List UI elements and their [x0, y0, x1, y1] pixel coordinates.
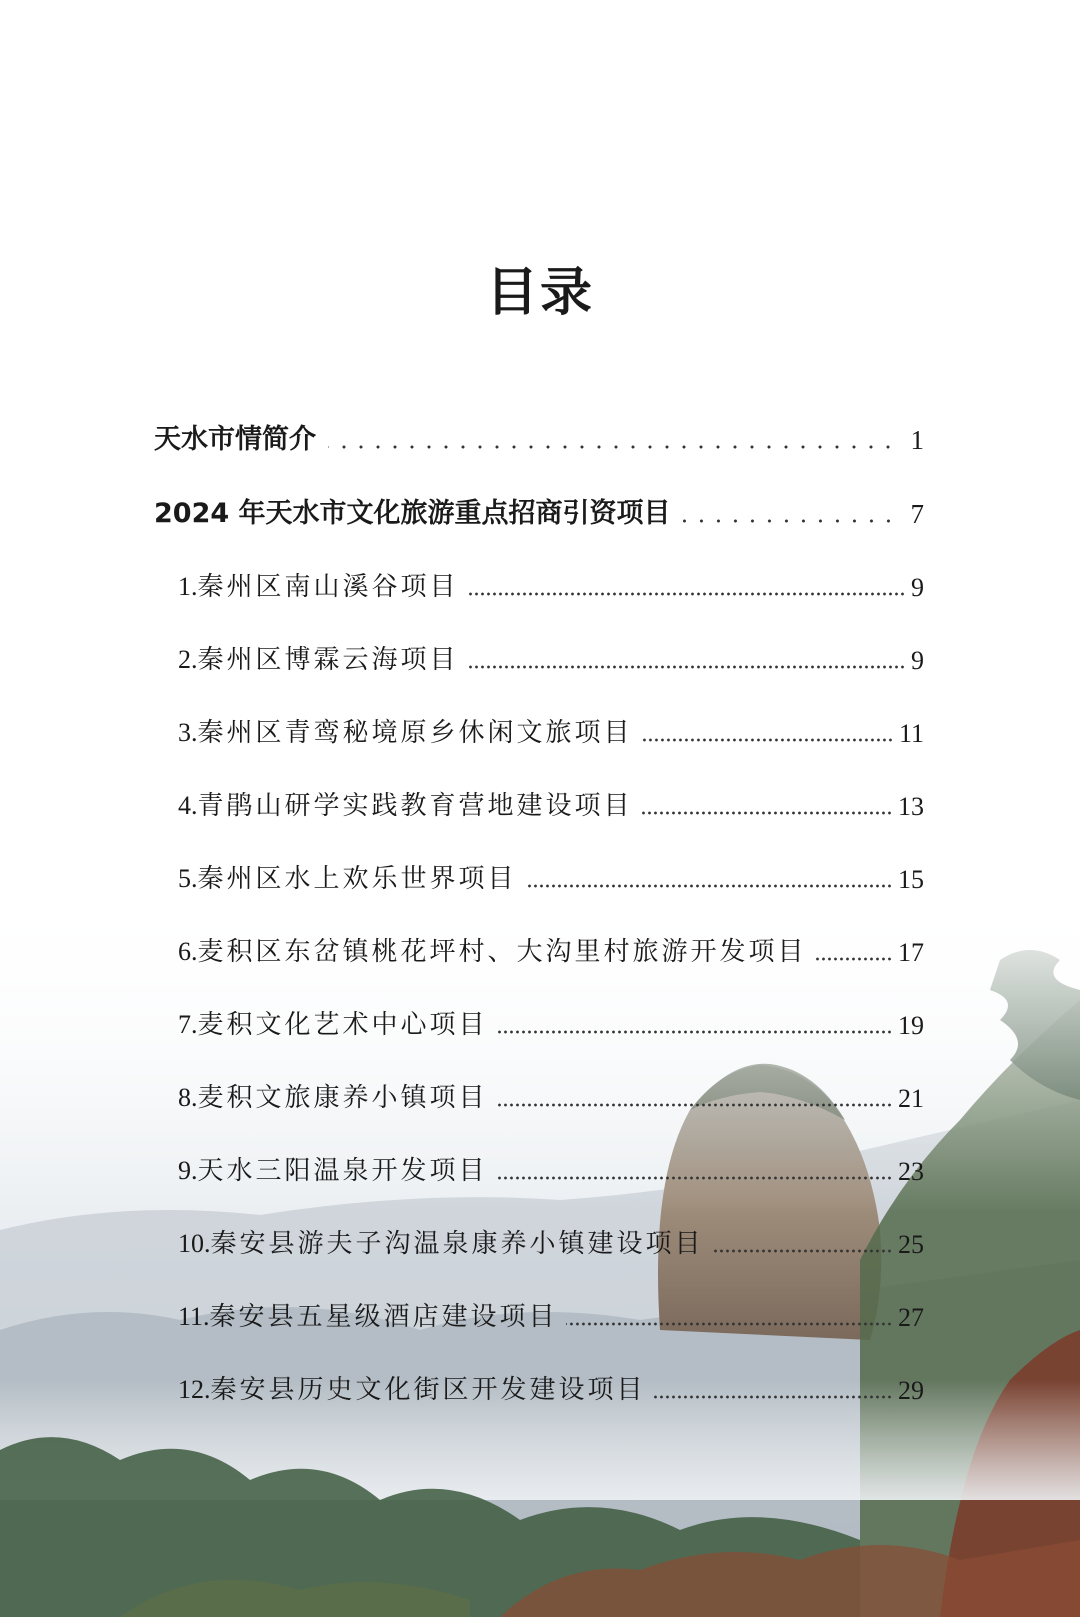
- toc-entry-number: 3.: [178, 718, 198, 747]
- dot-leader: [641, 811, 892, 815]
- toc-entry-label: 秦州区青鸾秘境原乡休闲文旅项目: [197, 718, 633, 748]
- dot-leader: [525, 884, 892, 888]
- toc-entry[interactable]: [154, 490, 924, 530]
- dot-leader: [712, 1249, 892, 1253]
- toc-entry-page: 27: [898, 1303, 924, 1332]
- dot-leader: [654, 1395, 892, 1399]
- toc-entry-page: 7: [910, 499, 924, 529]
- toc-entry[interactable]: [178, 1074, 924, 1114]
- dot-leader: [496, 1176, 892, 1180]
- toc-entry-label: 天水市情简介: [154, 424, 316, 455]
- toc-entry-page: 15: [898, 865, 924, 894]
- dot-leader: [328, 445, 897, 449]
- toc-entry[interactable]: [178, 709, 924, 749]
- toc-entry[interactable]: [178, 1293, 924, 1333]
- dot-leader: [566, 1322, 892, 1326]
- toc-entry[interactable]: [178, 782, 924, 822]
- toc-entry-page: 9: [911, 573, 924, 602]
- dot-leader: [467, 592, 905, 596]
- toc-entry[interactable]: [154, 416, 924, 456]
- toc-entry-label: 2024 年天水市文化旅游重点招商引资项目: [154, 498, 671, 529]
- toc-entry-label: 秦安县五星级酒店建设项目: [209, 1302, 558, 1332]
- toc-entry-number: 11.: [178, 1302, 210, 1331]
- toc-entry[interactable]: [178, 855, 924, 895]
- toc-entry-label: 秦州区博霖云海项目: [197, 645, 459, 675]
- toc-entry-page: 1: [910, 425, 924, 455]
- toc-entry-label: 秦安县历史文化街区开发建设项目: [210, 1375, 646, 1405]
- dot-leader: [496, 1030, 892, 1034]
- toc-entry-label: 天水三阳温泉开发项目: [197, 1156, 488, 1186]
- page-title: 目录: [485, 263, 594, 323]
- toc-entry-page: 9: [911, 646, 924, 675]
- toc-entry-number: 12.: [178, 1375, 211, 1404]
- toc-entry-label: 麦积区东岔镇桃花坪村、大沟里村旅游开发项目: [197, 937, 807, 967]
- toc-entry-page: 19: [898, 1011, 924, 1040]
- toc-entry-number: 5.: [178, 864, 198, 893]
- toc-entry-number: 8.: [178, 1083, 198, 1112]
- toc-entry-number: 10.: [178, 1229, 211, 1258]
- toc-entry[interactable]: [178, 1001, 924, 1041]
- toc-entry-label: 秦州区水上欢乐世界项目: [197, 864, 517, 894]
- dot-leader: [641, 738, 893, 742]
- toc-entry[interactable]: [178, 1220, 924, 1260]
- toc-entry-label: 麦积文旅康养小镇项目: [197, 1083, 488, 1113]
- toc-entry-number: 1.: [178, 572, 198, 601]
- toc-entry[interactable]: [178, 928, 924, 968]
- toc-entry-label: 麦积文化艺术中心项目: [197, 1010, 488, 1040]
- toc-entry-label: 青鹃山研学实践教育营地建设项目: [197, 791, 633, 821]
- toc-entry-page: 11: [898, 719, 924, 748]
- toc-entry-page: 13: [898, 792, 924, 821]
- dot-leader: [496, 1103, 892, 1107]
- toc-entry[interactable]: [178, 636, 924, 676]
- toc-entry-label: 秦安县游夫子沟温泉康养小镇建设项目: [210, 1229, 704, 1259]
- toc-entry[interactable]: [178, 1147, 924, 1187]
- toc-entry[interactable]: [178, 1366, 924, 1406]
- dot-leader: [683, 519, 897, 523]
- toc-entry-page: 17: [898, 938, 924, 967]
- toc-entry-page: 25: [898, 1230, 924, 1259]
- dot-leader: [467, 665, 905, 669]
- toc-entry-number: 4.: [178, 791, 198, 820]
- toc-entry[interactable]: [178, 563, 924, 603]
- toc-entry-number: 9.: [178, 1156, 198, 1185]
- toc-entry-page: 23: [898, 1157, 924, 1186]
- toc-entry-page: 21: [898, 1084, 924, 1113]
- toc-entry-number: 6.: [178, 937, 198, 966]
- toc-entry-number: 7.: [178, 1010, 198, 1039]
- toc-entry-page: 29: [898, 1376, 924, 1405]
- toc-entry-label: 秦州区南山溪谷项目: [197, 572, 459, 602]
- dot-leader: [815, 957, 892, 961]
- toc-entry-number: 2.: [178, 645, 198, 674]
